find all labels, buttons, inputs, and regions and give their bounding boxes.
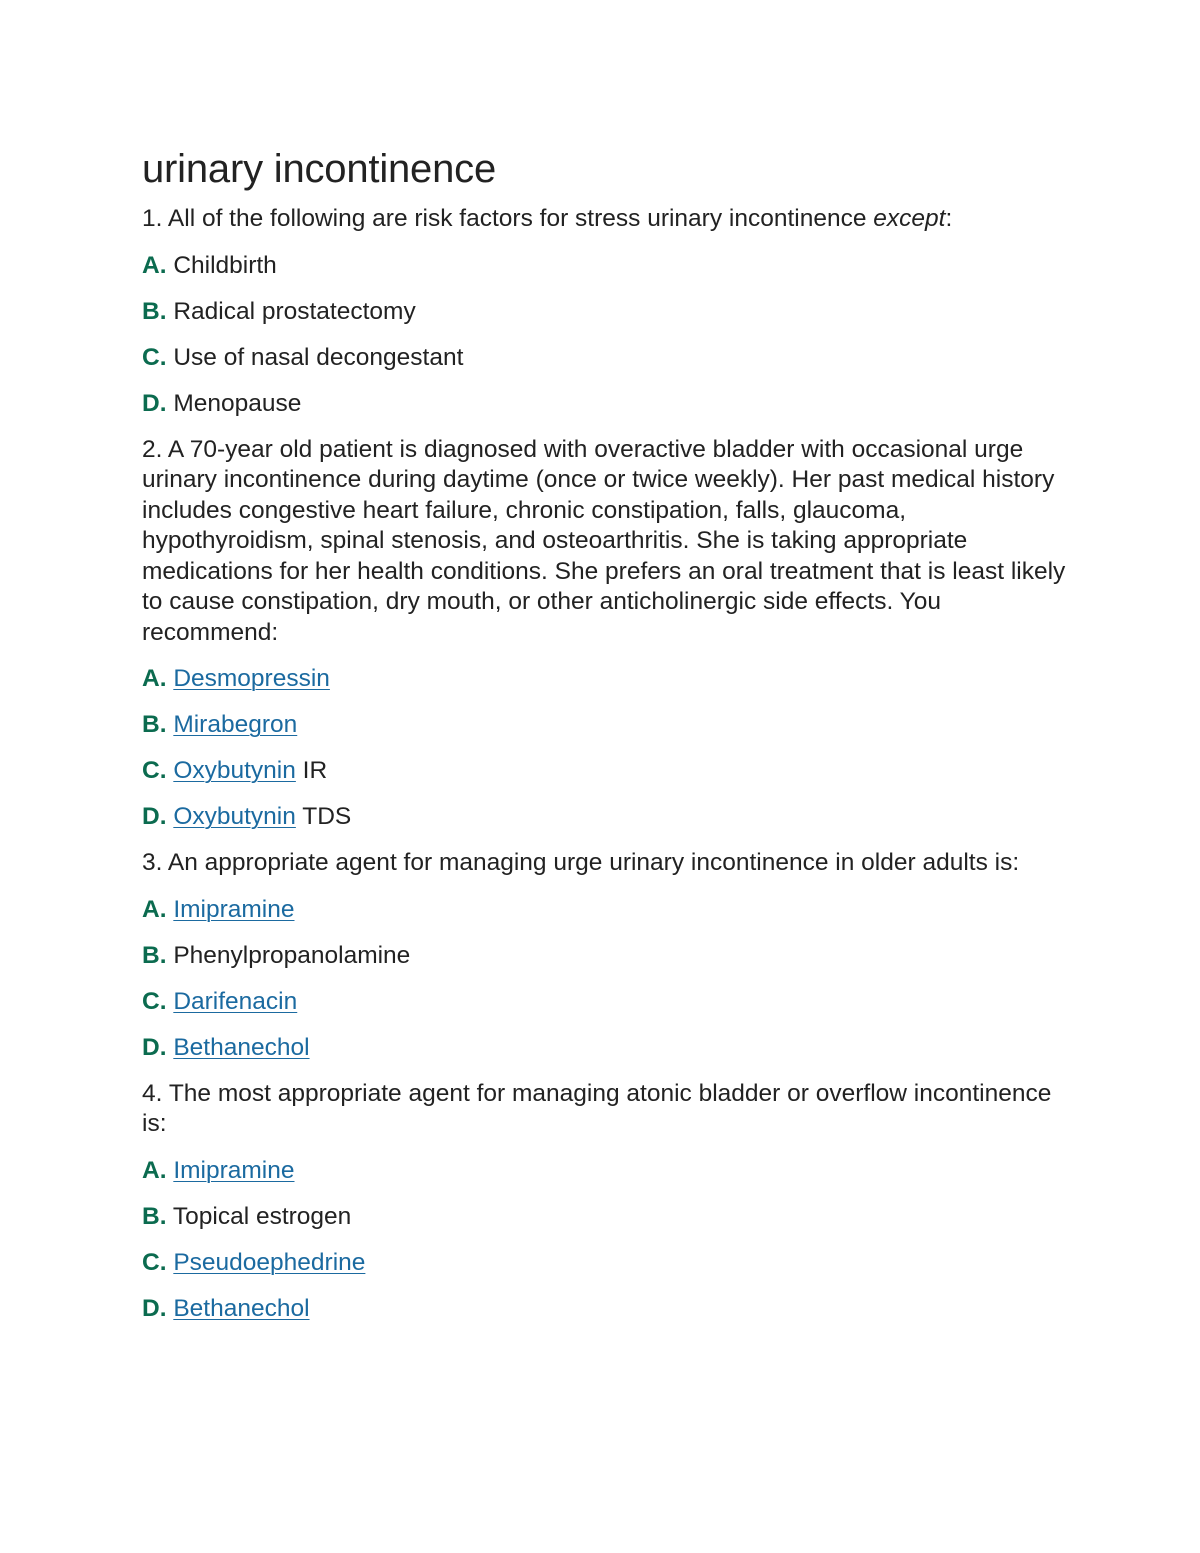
option-text: Menopause bbox=[173, 389, 302, 417]
option-letter: C. bbox=[142, 987, 167, 1015]
option-2a bbox=[142, 664, 1082, 694]
option-1d bbox=[142, 389, 1082, 419]
drug-link-oxybutynin[interactable]: Oxybutynin bbox=[173, 803, 296, 830]
drug-link-bethanechol[interactable]: Bethanechol bbox=[173, 1033, 310, 1061]
question-1 bbox=[142, 204, 1082, 235]
option-1a bbox=[142, 251, 1082, 281]
option-suffix: TDS bbox=[295, 803, 352, 830]
option-letter: C. bbox=[142, 343, 167, 371]
option-letter: D. bbox=[142, 1294, 167, 1322]
option-3d bbox=[142, 1033, 1082, 1063]
page-title: urinary incontinence bbox=[142, 147, 496, 191]
option-3b bbox=[142, 941, 1082, 971]
question-text: An appropriate agent for managing urge urinary incontinence in older adults is: bbox=[167, 849, 1020, 876]
question-2 bbox=[142, 435, 1082, 649]
option-1b bbox=[142, 297, 1082, 327]
question-number: 3. bbox=[142, 849, 163, 876]
option-4c bbox=[142, 1248, 1082, 1278]
drug-link-desmopressin[interactable]: Desmopressin bbox=[173, 665, 330, 692]
drug-link-oxybutynin[interactable]: Oxybutynin bbox=[173, 757, 296, 784]
drug-link-imipramine[interactable]: Imipramine bbox=[173, 895, 295, 923]
question-text-end: : bbox=[945, 205, 953, 232]
option-3a bbox=[142, 895, 1082, 925]
question-4 bbox=[142, 1079, 1082, 1140]
option-4a bbox=[142, 1156, 1082, 1186]
option-letter: C. bbox=[142, 757, 167, 784]
drug-link-mirabegron[interactable]: Mirabegron bbox=[173, 711, 298, 738]
option-letter: B. bbox=[142, 297, 167, 325]
option-text: Radical prostatectomy bbox=[173, 297, 416, 325]
option-letter: C. bbox=[142, 1248, 167, 1276]
option-4b bbox=[142, 1202, 1082, 1232]
option-letter: A. bbox=[142, 895, 167, 923]
option-letter: B. bbox=[142, 941, 167, 969]
option-1c bbox=[142, 343, 1082, 373]
option-letter: D. bbox=[142, 1033, 167, 1061]
option-text: Childbirth bbox=[173, 251, 277, 279]
question-number: 2. bbox=[142, 435, 163, 463]
option-text: Topical estrogen bbox=[172, 1202, 352, 1230]
option-letter: D. bbox=[142, 803, 167, 830]
option-2b bbox=[142, 710, 1082, 740]
option-letter: A. bbox=[142, 251, 167, 279]
option-letter: B. bbox=[142, 1202, 167, 1230]
option-2c bbox=[142, 756, 1082, 786]
question-text: A 70-year old patient is diagnosed with overactive bladder with occasional urge urinary incontinence during daytime (once or twice weekly). Her past medical history includes congestive heart failure, chronic constipation, falls, glaucoma, hypothyroidism, spinal stenosis, and osteoarthritis. She is taking appropriate medications for her health conditions. She prefers an oral treatment that is least likely to cause constipation, dry mouth, or other anticholinergic side effects. You recommend: bbox=[142, 435, 1066, 646]
option-4d bbox=[142, 1294, 1082, 1324]
question-text: The most appropriate agent for managing atonic bladder or overflow incontinence is: bbox=[142, 1079, 1052, 1137]
question-number: 1. bbox=[142, 205, 163, 232]
option-suffix: IR bbox=[295, 757, 328, 784]
question-3 bbox=[142, 848, 1082, 879]
option-text: Phenylpropanolamine bbox=[173, 941, 411, 969]
drug-link-pseudoephedrine[interactable]: Pseudoephedrine bbox=[173, 1248, 366, 1276]
question-number: 4. bbox=[142, 1079, 163, 1107]
drug-link-darifenacin[interactable]: Darifenacin bbox=[173, 987, 298, 1015]
drug-link-imipramine[interactable]: Imipramine bbox=[173, 1156, 295, 1184]
question-emphasis: except bbox=[873, 205, 946, 232]
question-text: All of the following are risk factors for stress urinary incontinence bbox=[167, 205, 874, 232]
option-letter: A. bbox=[142, 665, 167, 692]
drug-link-bethanechol[interactable]: Bethanechol bbox=[173, 1294, 310, 1322]
document-page bbox=[142, 146, 1082, 1324]
option-text: Use of nasal decongestant bbox=[173, 343, 464, 371]
option-letter: B. bbox=[142, 711, 167, 738]
option-letter: D. bbox=[142, 389, 167, 417]
option-3c bbox=[142, 987, 1082, 1017]
option-2d bbox=[142, 802, 1082, 832]
option-letter: A. bbox=[142, 1156, 167, 1184]
